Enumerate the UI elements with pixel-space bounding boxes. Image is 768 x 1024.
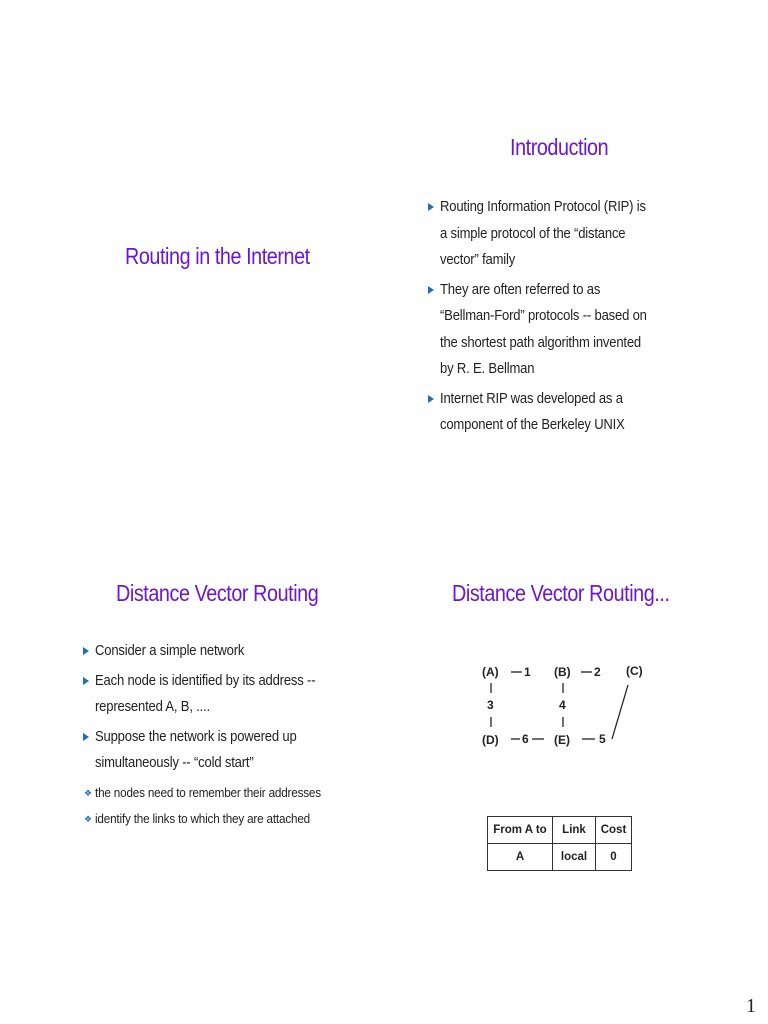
node-c: (C) [626, 664, 643, 678]
slide1-title: Routing in the Internet [125, 243, 310, 269]
list-item: Suppose the network is powered up simultaneously -- “cold start” [83, 724, 343, 777]
triangle-bullet-icon [428, 395, 434, 403]
triangle-bullet-icon [428, 203, 434, 211]
node-b: (B) [554, 665, 571, 679]
node-e: (E) [554, 733, 570, 747]
table-header-row [488, 817, 632, 844]
link-label-4: 4 [559, 698, 566, 712]
slide2-bullet-list [428, 194, 680, 442]
table-header-cell: Cost [596, 817, 632, 844]
triangle-bullet-icon [83, 677, 89, 685]
list-item: Consider a simple network [83, 638, 343, 665]
list-item: Internet RIP was developed as a component of the Berkeley UNIX [428, 386, 680, 439]
link-label-5: 5 [599, 732, 606, 746]
link-label-2: 2 [594, 665, 601, 679]
diamond-bullet-icon: ❖ [84, 813, 92, 824]
sub-list-item: ❖ identify the links to which they are attached [84, 810, 310, 826]
triangle-bullet-icon [83, 647, 89, 655]
link-label-1: 1 [524, 665, 531, 679]
triangle-bullet-icon [428, 286, 434, 294]
slide2-title: Introduction [510, 134, 609, 160]
slide3-sub-bullet-list [83, 780, 343, 832]
triangle-bullet-icon [83, 733, 89, 741]
network-diagram [470, 655, 660, 765]
node-d: (D) [482, 733, 499, 747]
slide4-title: Distance Vector Routing... [452, 580, 670, 606]
link-line-c-diag [612, 685, 628, 739]
page-number: 1 [746, 995, 756, 1017]
link-label-3: 3 [487, 698, 494, 712]
node-a: (A) [482, 665, 499, 679]
routing-table [487, 816, 632, 871]
table-row [488, 844, 632, 871]
table-cell: 0 [596, 844, 632, 871]
list-item: Each node is identified by its address -- represented A, B, .... [83, 668, 343, 721]
list-item: They are often referred to as “Bellman-Ford” protocols -- based on the shortest path algorithm invented by R. E. Bellman [428, 277, 680, 383]
sub-list-item: ❖ the nodes need to remember their addresses [84, 784, 321, 800]
diamond-bullet-icon: ❖ [84, 787, 92, 798]
table-cell: local [553, 844, 596, 871]
table-header-cell: Link [553, 817, 596, 844]
table-header-cell: From A to [488, 817, 553, 844]
slide3-title: Distance Vector Routing [116, 580, 319, 606]
list-item: Routing Information Protocol (RIP) is a simple protocol of the “distance vector” family [428, 194, 680, 274]
slide3-bullet-list [83, 638, 343, 832]
table-cell: A [488, 844, 553, 871]
link-label-6: 6 [522, 732, 529, 746]
